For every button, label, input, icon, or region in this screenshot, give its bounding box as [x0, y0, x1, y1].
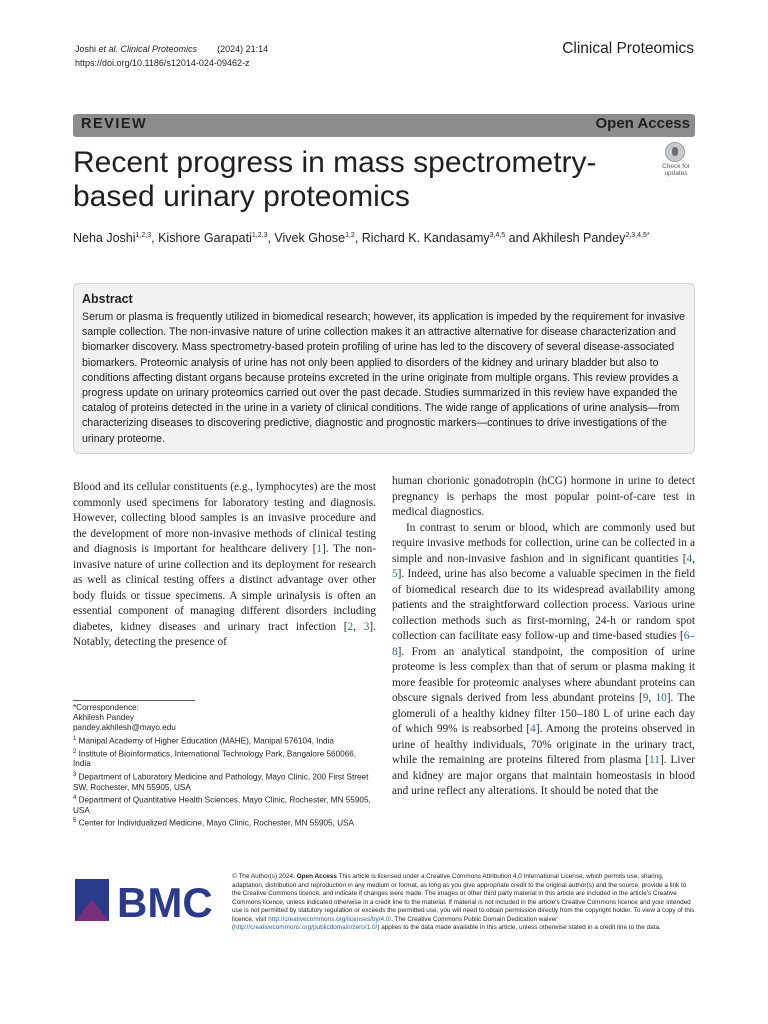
- affiliation: $^5$ Center for Individualized Medicine, Mayo Clinic, Rochester, MN 55905, USA: [73, 817, 354, 828]
- citation-link[interactable]: 5: [392, 568, 398, 580]
- citation-link[interactable]: 2: [347, 620, 354, 633]
- abstract-text: Serum or plasma is frequently utilized in biomedical research; however, its application is impeded by the requirement for invasive sample collection. The non-invasive nature of urine collection makes it an attractive alternative for disease characterization and biomarker discovery. Mass spectrometry-based protein profiling of urine has led to the discovery of several disease-associated biomarkers. Proteomic analysis of urine has not only been applied to disorders of the kidney and urinary bladder but also to conditions affecting distant organs because proteins excreted in the urine originate from multiple organs. This review provides a progress update on urinary proteomics carried out over the past decade. Studies summarized in this review have expanded the catalog of proteins detected in the urine in a variety of clinical conditions. The wide range of applications of urine analysis—from characterizing diseases to discovering predictive, diagnostic and prognostic markers—continues to drive investigations of the urinary proteome.: [82, 311, 685, 445]
- citation-link[interactable]: 11: [649, 754, 660, 766]
- abstract-box: [73, 283, 695, 454]
- author-affiliation-marker: 1,2,3: [135, 231, 152, 239]
- author-list: Neha Joshi$^{1,2,3}$, Kishore Garapati$^{1,2,3}$, Vivek Ghose$^{1,2}$, Richard K. Kandasamy$^{3,4,5}$ and Akhilesh Pandey$^{2,3,4,5*}$: [73, 231, 650, 245]
- author-name: Richard K. Kandasamy: [361, 231, 490, 245]
- license-text: © The Author(s) 2024. Open Access This article is licensed under a Creative Commons Attribution 4.0 International License, which permits use, sharing, adaptation, distribution and reproduction in any medium or format, as long as you give appropriate credit to the original author(s) and the source, provide a link to the Creative Commons licence, and indicate if changes were made. The images or other third party material in this article are included in the article's Creative Commons licence, unless indicated otherwise in a credit line to the material. If material is not included in the article's Creative Commons licence and your intended use is not permitted by statutory regulation or exceeds the permitted use, you will need to obtain permission directly from the copyright holder. To view a copy of this licence, visit http://creativecommons.org/licenses/by/4.0/. The Creative Commons Public Domain Dedication waiver (http://creativecommons.org/publicdomain/zero/1.0/) applies to the data made available in this article, unless otherwise stated in a credit line to the data.: [232, 873, 695, 931]
- correspondence-block: [73, 703, 373, 829]
- citation-line: Joshi et al. Clinical Proteomics (2024) 21:14: [75, 44, 269, 54]
- article-title: Recent progress in mass spectrometry-based urinary proteomics: [73, 146, 597, 213]
- correspondence-label: *Correspondence:: [73, 703, 139, 712]
- article-type-bar: [73, 114, 695, 137]
- affiliation: $^2$ Institute of Bioinformatics, International Technology Park, Bangalore 560066, India: [73, 748, 357, 769]
- citation-link[interactable]: 6–8: [392, 630, 695, 658]
- doi-link[interactable]: https://doi.org/10.1186/s12014-024-09462-z: [75, 58, 250, 68]
- author-name: Kishore Garapati: [158, 231, 252, 245]
- affiliation-list: [73, 734, 373, 829]
- license-link[interactable]: http://creativecommons.org/licenses/by/4.0/: [268, 915, 392, 923]
- paragraph: Blood and its cellular constituents (e.g., lymphocytes) are the most commonly used specimens for laboratory testing and diagnosis. However, collecting blood samples is an invasive procedure and the development of more non-invasive methods of clinical testing and diagnosis is important for healthcare delivery [1]. The non-invasive nature of urine collection and its deployment for research as well as clinical testing offers a distinct advantage over other body fluids or tissue specimens. A simple urinalysis is often an essential component of managing different disorders including diabetes, kidney diseases and urinary tract infection [2, 3]. Notably, detecting the presence of: [73, 481, 376, 648]
- citation-link[interactable]: 10: [655, 692, 667, 704]
- running-header: [75, 42, 268, 70]
- affiliation: $^4$ Department of Quantitative Health Sciences, Mayo Clinic, Rochester, MN 55905, USA: [73, 794, 371, 815]
- paragraph: human chorionic gonadotropin (hCG) hormone in urine to detect pregnancy is perhaps the most popular point-of-care test in medical diagnostics.: [392, 475, 695, 518]
- footnote-divider: [73, 700, 195, 701]
- body-column-right: [392, 474, 695, 800]
- bmc-logo: [73, 877, 213, 923]
- citation-link[interactable]: 9: [642, 692, 649, 704]
- bmc-logo-mark: [73, 877, 213, 923]
- public-domain-link[interactable]: http://creativecommons.org/publicdomain/zero/1.0/: [234, 924, 378, 931]
- affiliation: $^3$ Department of Laboratory Medicine and Pathology, Mayo Clinic, 200 First Street SW, Rochester, MN 55905, USA: [73, 771, 369, 792]
- author-name: Vivek Ghose: [274, 231, 346, 245]
- affiliation: $^1$ Manipal Academy of Higher Education (MAHE), Manipal 576104, India: [73, 735, 334, 746]
- paragraph: In contrast to serum or blood, which are commonly used but require invasive methods for collection, urine can be collected in a simple and non-invasive fashion and in significant quantities [4, 5]. Indeed, urine has also become a valuable specimen in the field of biomedical research due to its widespread availability among patients and the straightforward collection process. Various urine collection methods such as first-morning, 24-h or random spot collection can facilitate easy follow-up and time-based studies [6–8]. From an analytical standpoint, the composition of urine proteome is less complex than that of serum or plasma making it more feasible for proteomic analyses where abundant proteins can obscure signals derived from less abundant proteins [9, 10]. The glomeruli of a healthy kidney filter 150–180 L of urine each day of which 99% is reabsorbed [4]. Among the proteins observed in urine of healthy individuals, 70% originate in the urinary tract, while the remaining are proteins filtered from plasma [11]. Liver and kidney are major organs that maintain homeostasis in blood and urine reflect any alterations. It should be noted that the: [392, 521, 695, 797]
- check-updates-icon: [665, 142, 685, 162]
- author-name: Neha Joshi: [73, 231, 136, 245]
- body-column-left: [73, 480, 376, 651]
- journal-name: Clinical Proteomics: [562, 40, 694, 57]
- citation-link[interactable]: 4: [530, 723, 536, 735]
- open-access-label: Open Access: [595, 115, 690, 132]
- correspondence-email[interactable]: pandey.akhilesh@mayo.edu: [73, 723, 176, 733]
- citation-link[interactable]: 1: [316, 543, 323, 555]
- bmc-logo-text: BMC: [117, 879, 213, 923]
- author-affiliation-marker: 3,4,5: [489, 231, 506, 239]
- author-affiliation-marker: 2,3,4,5*: [625, 231, 650, 239]
- article-type: REVIEW: [81, 116, 148, 132]
- correspondence-name: Akhilesh Pandey: [73, 713, 134, 723]
- citation-link[interactable]: 4: [686, 552, 693, 565]
- author-affiliation-marker: 1,2,3: [251, 231, 268, 239]
- abstract-heading: Abstract: [82, 292, 133, 306]
- citation-link[interactable]: 3: [363, 620, 370, 633]
- author-affiliation-marker: 1,2: [345, 231, 355, 239]
- check-for-updates-badge[interactable]: Check for updates: [656, 142, 696, 182]
- author-name: Akhilesh Pandey: [532, 231, 626, 245]
